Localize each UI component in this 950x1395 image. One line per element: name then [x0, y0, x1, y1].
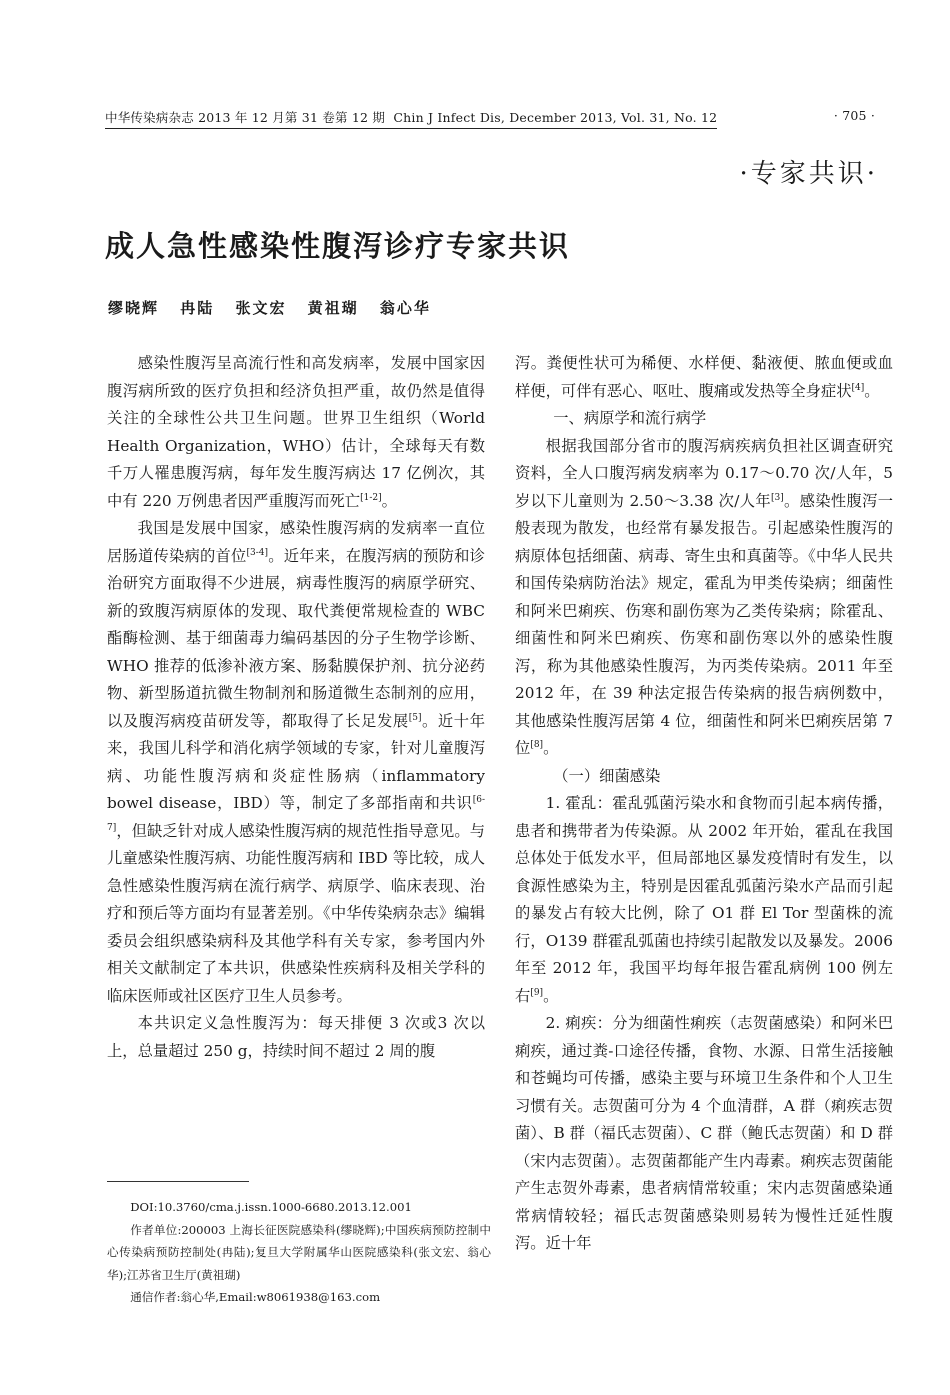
citation: [9] [530, 987, 544, 998]
affiliations: 作者单位:200003 上海长征医院感染科(缪晓辉);中国疾病预防控制中心传染病预防控制处(冉陆);复旦大学附属华山医院感染科(张文宏、翁心华);江苏省卫生厅(黄祖瑚) [107, 1222, 491, 1282]
right-column [515, 350, 893, 1258]
doi: DOI:10.3760/cma.j.issn.1000-6680.2013.12.001 [130, 1200, 412, 1214]
paragraph: 泻。粪便性状可为稀便、水样便、黏液便、脓血便或血样便，可伴有恶心、呕吐、腹痛或发热等全身症状[4]。 [515, 354, 893, 400]
citation: [8] [530, 739, 544, 750]
citation: [3] [770, 492, 784, 503]
footnotes [107, 1196, 491, 1309]
left-column [107, 350, 485, 1065]
citation: [6-7] [107, 794, 485, 833]
journal-name-en: Chin J Infect Dis, December 2013, Vol. 31, No. 12 [393, 110, 718, 125]
paragraph: 2. 痢疾：分为细菌性痢疾（志贺菌感染）和阿米巴痢疾，通过粪-口途径传播，食物、水源、日常生活接触和苍蝇均可传播，感染主要与环境卫生条件和个人卫生习惯有关。志贺菌可分为 4 个血清群，A 群（痢疾志贺菌）、B 群（福氏志贺菌）、C 群（鲍氏志贺菌）和 D 群（宋内志贺菌）。志贺菌都能产生内毒素。痢疾志贺菌能产生志贺外毒素，患者病情常较重；宋内志贺菌感染通常病情较轻；福氏志贺菌感染则易转为慢性迁延性腹泻。近十年 [515, 1014, 893, 1252]
correspondence: 通信作者:翁心华,Email:w8061938@163.com [130, 1290, 381, 1304]
citation: [3-4] [246, 547, 268, 558]
page-number: · 705 · [833, 108, 875, 123]
journal-name-cn: 中华传染病杂志 2013 年 12 月第 31 卷第 12 期 [105, 110, 386, 125]
paragraph: 根据我国部分省市的腹泻病疾病负担社区调查研究资料，全人口腹泻病发病率为 0.17～0.70 次/人年，5 岁以下儿童则为 2.50～3.38 次/人年[3]。感染性腹泻一般表现为散发，也经常有暴发报告。引起感染性腹泻的病原体包括细菌、病毒、寄生虫和真菌等。《中华人民共和国传染病防治法》规定，霍乱为甲类传染病；细菌性和阿米巴痢疾、伤寒和副伤寒为乙类传染病；除霍乱、细菌性和阿米巴痢疾、伤寒和副伤寒以外的感染性腹泻，称为其他感染性腹泻，为丙类传染病。2011 年至 2012 年，在 39 种法定报告传染病的报告病例数中，其他感染性腹泻居第 4 位，细菌性和阿米巴痢疾居第 7 位[8]。 [515, 436, 893, 757]
section-heading: 一、病原学和流行病学 [553, 409, 707, 427]
paragraph: 感染性腹泻呈高流行性和高发病率，发展中国家因腹泻病所致的医疗负担和经济负担严重，故仍然是值得关注的全球性公共卫生问题。世界卫生组织（World Health Organization，WHO）估计，全球每天有数千万人罹患腹泻病，每年发生腹泻病达 17 亿例次，其中有 220 万例患者因严重腹泻而死亡[1-2]。 [107, 354, 485, 510]
citation: [5] [408, 712, 422, 723]
author-list: 缪晓辉 冉陆 张文宏 黄祖瑚 翁心华 [108, 299, 431, 317]
citation: [1-2] [360, 492, 382, 503]
journal-citation [105, 108, 717, 129]
paragraph: 本共识定义急性腹泻为：每天排便 3 次或3 次以上，总量超过 250 g，持续时间不超过 2 周的腹 [107, 1014, 485, 1060]
citation: [4] [851, 382, 865, 393]
footnote-divider [107, 1181, 249, 1182]
article-title: 成人急性感染性腹泻诊疗专家共识 [105, 229, 571, 263]
section-tag: ·专家共识· [739, 159, 878, 189]
paragraph: 我国是发展中国家，感染性腹泻病的发病率一直位居肠道传染病的首位[3-4]。近年来，在腹泻病的预防和诊治研究方面取得不少进展，病毒性腹泻的病原学研究、新的致腹泻病原体的发现、取代粪便常规检查的 WBC 酯酶检测、基于细菌毒力编码基因的分子生物学诊断、WHO 推荐的低渗补液方案、肠黏膜保护剂、抗分泌药物、新型肠道抗微生物制剂和肠道微生态制剂的应用，以及腹泻病疫苗研发等，都取得了长足发展[5]。近十年来，我国儿科学和消化病学领域的专家，针对儿童腹泻病、功能性腹泻病和炎症性肠病（inflammatory bowel disease，IBD）等，制定了多部指南和共识[6-7]，但缺乏针对成人感染性腹泻病的规范性指导意见。与儿童感染性腹泻病、功能性腹泻病和 IBD 等比较，成人急性感染性腹泻病在流行病学、病原学、临床表现、治疗和预后等方面均有显著差别。《中华传染病杂志》编辑委员会组织感染病科及其他学科有关专家，参考国内外相关文献制定了本共识，供感染性疾病科及相关学科的临床医师或社区医疗卫生人员参考。 [107, 519, 485, 1005]
paragraph: 1. 霍乱：霍乱弧菌污染水和食物而引起本病传播，患者和携带者为传染源。从 2002 年开始，霍乱在我国总体处于低发水平，但局部地区暴发疫情时有发生，以食源性感染为主，特别是因霍乱弧菌污染水产品而引起的暴发占有较大比例，除了 O1 群 El Tor 型菌株的流行，O139 群霍乱弧菌也持续引起散发以及暴发。2006 年至 2012 年，我国平均每年报告霍乱病例 100 例左右[9]。 [515, 794, 893, 1005]
subsection-heading: （一）细菌感染 [553, 766, 661, 785]
